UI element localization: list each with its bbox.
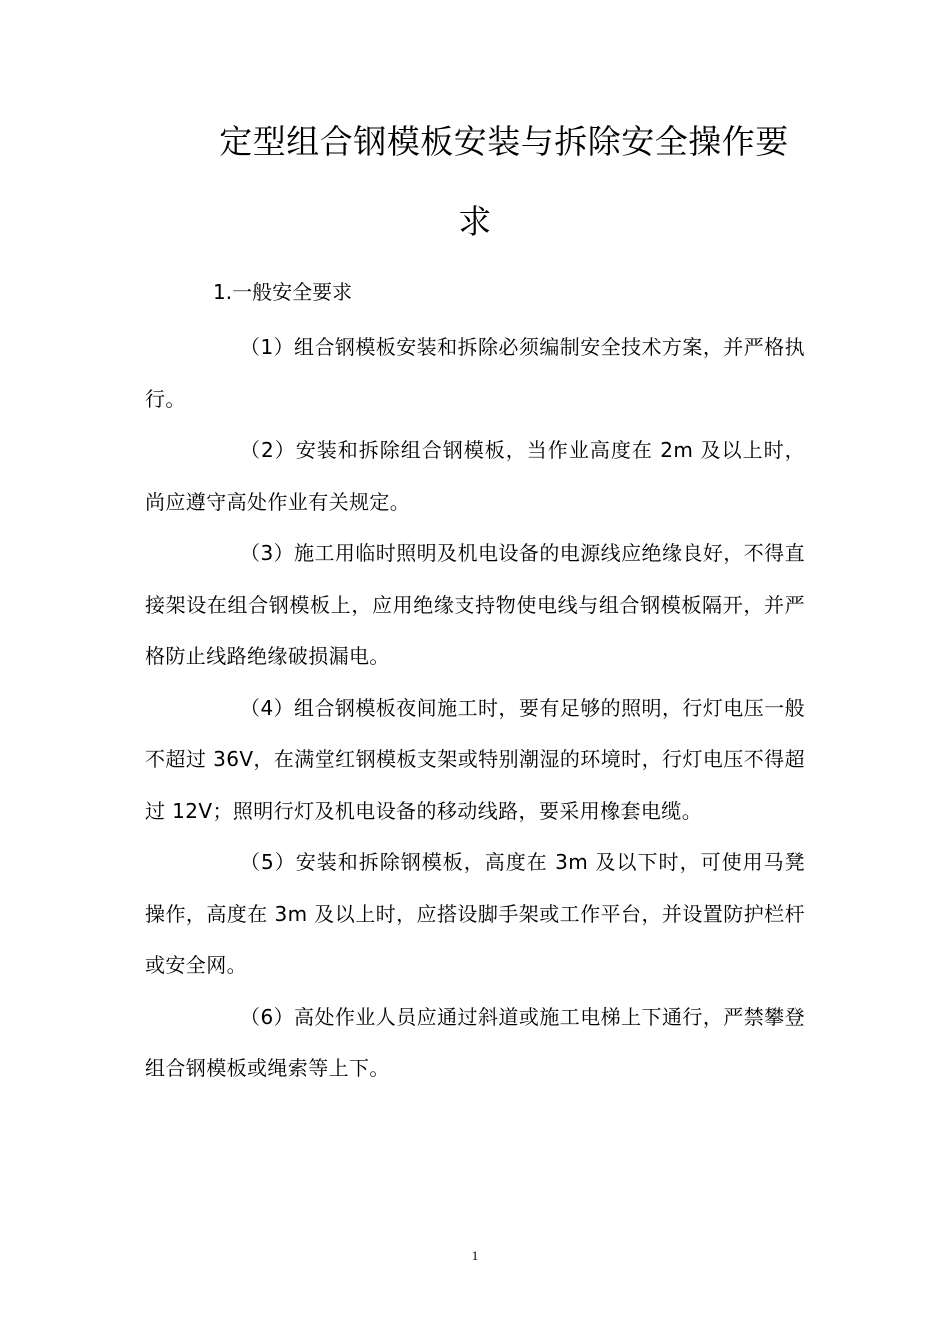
paragraph-5: （5）安装和拆除钢模板，高度在 3m 及以下时，可使用马凳操作，高度在 3m 及以上时，应搭设脚手架或工作平台，并设置防护栏杆或安全网。 — [145, 850, 805, 977]
title-line-2: 求 — [458, 202, 492, 241]
page-number: 1 — [471, 1248, 479, 1263]
paragraph-2: （2）安装和拆除组合钢模板，当作业高度在 2m 及以上时，尚应遵守高处作业有关规定。 — [145, 438, 805, 514]
paragraph-4: （4）组合钢模板夜间施工时，要有足够的照明，行灯电压一般不超过 36V，在满堂红钢模板支架或特别潮湿的环境时，行灯电压不得超过 12V；照明行灯及机电设备的移动线路，要采用橡套电缆。 — [145, 695, 805, 823]
section-heading: 1.一般安全要求 — [213, 280, 353, 304]
paragraph-6: （6）高处作业人员应通过斜道或施工电梯上下通行，严禁攀登组合钢模板或绳索等上下。 — [145, 1004, 805, 1080]
document-title — [145, 102, 805, 262]
paragraph-3: （3）施工用临时照明及机电设备的电源线应绝缘良好，不得直接架设在组合钢模板上，应用绝缘支持物使电线与组合钢模板隔开，并严格防止线路绝缘破损漏电。 — [145, 541, 805, 668]
paragraph-1: （1）组合钢模板安装和拆除必须编制安全技术方案，并严格执行。 — [145, 335, 805, 411]
body-text — [145, 322, 805, 1095]
title-line-1: 定型组合钢模板安装与拆除安全操作要 — [219, 122, 789, 161]
